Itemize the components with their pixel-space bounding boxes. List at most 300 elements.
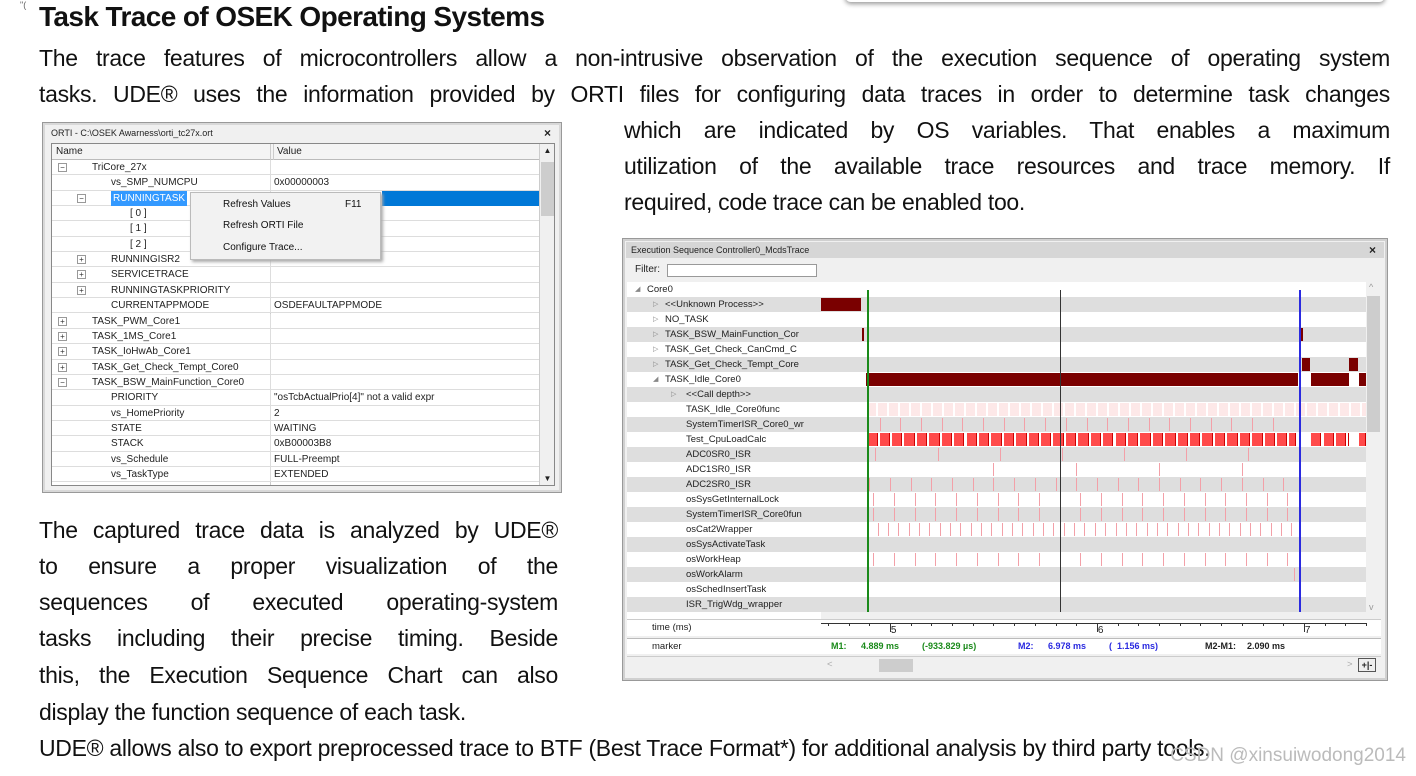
function-call-spike [950,523,951,536]
scrollbar-thumb[interactable] [879,659,913,672]
function-call-spike [1064,523,1065,536]
paragraph-line: required, code trace can be enabled too. [624,189,1026,215]
function-call-spike [1283,478,1284,491]
task-tree-row[interactable] [627,342,821,357]
function-call-spike [1159,478,1160,491]
row-name: PRIORITY [111,392,159,404]
function-call-spike [1126,523,1127,536]
function-call-spike [1095,523,1096,536]
task-tree-row[interactable] [627,417,821,432]
function-execution-bar [1190,433,1200,446]
trace-row [821,432,1366,447]
function-execution-bar [1165,433,1175,446]
function-execution-bar [979,433,989,446]
paragraph-line: sequences of executed operating-system [39,589,558,615]
function-call-spike [973,478,974,491]
marker-row [627,638,1381,654]
function-call-spike [935,493,936,506]
m2-marker-line[interactable] [1299,290,1301,612]
trace-timeline[interactable] [821,282,1366,612]
row-value: "osTcbActualPrio[4]" not a valid expr [270,390,539,405]
column-header-name[interactable]: Name [56,146,83,157]
time-tick [1138,623,1139,626]
function-call-spike [1105,523,1106,536]
cursor-line[interactable] [1060,290,1061,612]
function-call-spike [1039,493,1040,506]
function-call-spike [1225,553,1226,566]
function-call-spike [1252,418,1253,431]
orti-title: ORTI - C:\OSEK Awarness\orti_tc27x.ort [51,128,213,138]
menu-item-configure-trace[interactable]: Configure Trace... [223,242,303,253]
task-tree-row[interactable] [627,297,821,312]
function-call-spike [1116,523,1117,536]
expand-icon[interactable]: + [58,363,67,372]
function-call-spike [960,523,961,536]
function-call-spike [1267,553,1268,566]
function-call-spike [894,493,895,506]
function-call-spike [1142,508,1143,521]
function-call-spike [1281,523,1282,536]
row-value [270,267,539,282]
function-call-spike [1246,508,1247,521]
task-label: Core0 [647,284,673,295]
function-call-spike [1169,418,1170,431]
row-name: RUNNINGTASKPRIORITY [111,284,231,296]
function-call-spike [1039,508,1040,521]
function-call-spike [1124,448,1125,461]
task-label: osWorkHeap [686,554,741,565]
menu-item-refresh-orti-file[interactable]: Refresh ORTI File [223,220,304,231]
function-call-spike [911,478,912,491]
horizontal-scrollbar[interactable] [627,656,1381,673]
function-call-spike [873,508,874,521]
function-call-spike [991,523,992,536]
task-execution-bar [866,373,1299,386]
task-label: TASK_BSW_MainFunction_Cor [665,329,799,340]
tree-row[interactable] [52,406,539,421]
paragraph-line: utilization of the available trace resources and trace memory. If [624,153,1390,179]
function-execution-bar [892,433,902,446]
function-call-spike [1074,523,1075,536]
trace-row [821,387,1366,402]
tree-row[interactable] [52,390,539,405]
function-call-spike [1273,418,1274,431]
function-call-spike [977,508,978,521]
paragraph-line: tasks. UDE® uses the information provided by ORTI files for configuring data traces in order to determine task changes [39,81,1390,107]
function-call-spike [1250,523,1251,536]
trace-row [821,327,1366,342]
task-label: osCat2Wrapper [686,524,753,535]
trace-row [821,507,1366,522]
function-execution-bar [1215,433,1225,446]
function-call-spike [915,493,916,506]
collapsed-arrow-icon[interactable]: ▷ [653,361,659,368]
collapsed-arrow-icon[interactable]: ▷ [653,346,659,353]
expand-icon[interactable]: + [77,255,86,264]
function-call-spike [1219,523,1220,536]
trace-row [821,297,1366,312]
function-call-spike [998,508,999,521]
task-label: <<Call depth>> [686,389,751,400]
grid-header [52,144,539,160]
trace-row [821,282,1366,297]
expand-icon[interactable]: + [58,347,67,356]
expanded-arrow-icon[interactable]: ◢ [635,286,641,293]
expand-icon[interactable]: + [77,286,86,295]
function-call-spike [1018,508,1019,521]
function-call-spike [1045,418,1046,431]
row-name: vs_Schedule [111,453,169,465]
scrollbar-thumb[interactable] [1367,296,1380,432]
orti-title-bar [47,125,557,142]
function-call-spike [998,553,999,566]
row-value [270,375,539,390]
function-call-spike [1200,478,1201,491]
task-tree-row[interactable] [627,327,821,342]
task-tree-row[interactable] [627,492,821,507]
function-execution-bar [1252,433,1262,446]
row-value: FULL-Preempt [270,452,539,467]
task-execution-bar [1311,373,1349,386]
tree-row[interactable] [52,436,539,451]
trace-row [821,492,1366,507]
task-execution-bar [1359,373,1366,386]
function-call-spike [1004,418,1005,431]
task-tree-row[interactable] [627,447,821,462]
row-name: TASK_PWM_Core1 [92,315,181,327]
function-call-spike [1122,553,1123,566]
function-call-spike [983,418,984,431]
time-tick [1200,623,1201,626]
time-tick [1263,623,1264,626]
paragraph-line: The captured trace data is analyzed by UDE® [39,517,558,543]
time-tick [952,623,953,626]
function-execution-bar [1311,433,1321,446]
function-execution-bar [1128,433,1138,446]
time-axis-label: time (ms) [652,622,692,633]
task-tree-row[interactable] [627,582,821,597]
task-tree-row[interactable] [627,357,821,372]
task-tree-row[interactable] [627,507,821,522]
function-call-spike [1229,523,1230,536]
row-name: vs_HomePriority [111,407,185,419]
collapse-icon[interactable]: − [58,378,67,387]
scroll-right-arrow-icon[interactable]: > [1347,659,1353,670]
function-call-spike [1242,463,1243,476]
function-call-spike [956,493,957,506]
row-value [270,344,539,359]
function-call-spike [1188,523,1189,536]
close-icon[interactable]: × [1368,243,1376,257]
tree-row[interactable] [52,452,539,467]
time-tick [973,623,974,626]
function-call-spike [1066,418,1067,431]
task-label: Test_CpuLoadCalc [686,434,767,445]
function-call-spike [1163,493,1164,506]
m2-value: 6.978 ms [1048,641,1087,651]
previous-figure-edge [845,0,1385,2]
function-call-spike [919,523,920,536]
row-value [270,360,539,375]
zoom-in-out-button[interactable]: +|- [1358,658,1376,672]
task-tree-row[interactable] [627,312,821,327]
task-tree-row[interactable] [627,522,821,537]
function-call-spike [1180,478,1181,491]
collapsed-arrow-icon[interactable]: ▷ [653,301,659,308]
filter-label: Filter: [635,264,660,275]
function-call-spike [1242,478,1243,491]
task-tree-row[interactable] [627,597,821,612]
function-call-spike [1240,523,1241,536]
expand-icon[interactable]: + [77,270,86,279]
time-tick [1221,623,1222,626]
function-call-spike [1149,418,1150,431]
task-label: TASK_Get_Check_CanCmd_C [665,344,797,355]
tree-row[interactable] [52,329,539,344]
task-label: SystemTimerISR_Core0fun [686,509,802,520]
function-call-spike [981,523,982,536]
exec-title: Execution Sequence Controller0_McdsTrace [631,245,810,255]
function-call-spike [1184,493,1185,506]
row-name: TASK_Get_Check_Tempt_Core0 [92,361,239,373]
collapsed-arrow-icon[interactable]: ▷ [653,316,659,323]
function-execution-bar [1324,433,1334,446]
function-execution-bar [1359,433,1366,446]
function-call-spike [1122,493,1123,506]
scroll-down-arrow-icon[interactable]: v [1369,602,1374,612]
function-execution-bar [1016,433,1026,446]
trace-row [821,402,1366,417]
tree-row[interactable] [52,314,539,329]
function-call-spike [1080,493,1081,506]
row-name: CURRENTAPPMODE [111,300,210,312]
time-tick-label: 7 [1304,625,1311,636]
time-tick [993,623,994,626]
scroll-up-arrow-icon[interactable]: ▲ [543,146,552,155]
function-call-spike [1178,523,1179,536]
diff-value: 2.090 ms [1247,641,1286,651]
function-call-spike [909,523,910,536]
function-call-spike [940,523,941,536]
function-call-spike [1002,523,1003,536]
function-call-spike [956,508,957,521]
function-call-spike [1159,463,1160,476]
task-tree-row[interactable] [627,477,821,492]
time-tick [1283,623,1284,626]
vertical-scrollbar[interactable] [1366,282,1381,612]
m1-value: 4.889 ms [861,641,900,651]
function-call-spike [1163,553,1164,566]
function-call-spike [931,478,932,491]
tree-row[interactable] [52,344,539,359]
row-name: TASK_IoHwAb_Core1 [92,346,191,358]
function-call-spike [935,508,936,521]
task-tree-row[interactable] [627,372,821,387]
function-execution-bar [1004,433,1014,446]
scrollbar-thumb[interactable] [541,162,554,216]
task-tree-row[interactable] [627,387,821,402]
function-call-spike [971,523,972,536]
tree-row[interactable] [52,360,539,375]
paragraph-line: this, the Execution Sequence Chart can also [39,662,558,688]
function-call-spike [878,523,879,536]
m1-delta: (-933.829 µs) [922,641,977,651]
row-name: vs_TaskType [111,469,169,480]
task-tree-row[interactable] [627,537,821,552]
function-call-spike [915,553,916,566]
row-value [270,314,539,329]
task-execution-bar [862,328,864,341]
paragraph-line: UDE® allows also to export preprocessed trace to BTF (Best Trace Format*) for additional analysis by third party tools. [39,735,1211,761]
execution-sequence-window [622,238,1388,681]
task-label: <<Unknown Process>> [665,299,764,310]
row-value: OSDEFAULTAPPMODE [270,298,539,313]
function-execution-bar [991,433,1001,446]
tree-row[interactable] [52,160,539,175]
function-call-spike [956,553,957,566]
task-label: NO_TASK [665,314,709,325]
page-title: Task Trace of OSEK Operating Systems [39,1,545,32]
function-call-spike [1033,523,1034,536]
expand-icon[interactable]: + [58,332,67,341]
time-tick-label: 6 [1097,625,1104,636]
function-call-spike [873,493,874,506]
column-header-value[interactable]: Value [273,144,302,160]
trace-row [821,477,1366,492]
row-value [270,160,539,175]
function-call-spike [1024,418,1025,431]
task-label: ADC0SR0_ISR [686,449,751,460]
row-value: 0xB00003B8 [270,436,539,451]
function-call-spike [1142,493,1143,506]
function-call-spike [873,553,874,566]
function-call-spike [1205,508,1206,521]
function-call-spike [1128,418,1129,431]
function-call-spike [1246,493,1247,506]
trace-row [821,342,1366,357]
trace-row [821,522,1366,537]
function-call-spike [1076,463,1077,476]
function-execution-bar [1066,433,1076,446]
function-call-spike [962,418,963,431]
function-call-spike [1167,523,1168,536]
function-execution-bar [1140,433,1150,446]
tree-row[interactable] [52,283,539,298]
trace-row [821,312,1366,327]
function-call-spike [1043,523,1044,536]
filter-input[interactable] [667,264,817,277]
row-name: TriCore_27x [92,162,147,173]
trace-row [821,582,1366,597]
task-label: ADC1SR0_ISR [686,464,751,475]
trace-row [821,597,1366,612]
collapse-icon[interactable]: − [58,163,67,172]
tree-row[interactable] [52,298,539,313]
time-tick [1014,623,1015,626]
function-call-spike [1014,478,1015,491]
function-call-spike [1022,523,1023,536]
menu-item-refresh-values[interactable]: Refresh Values [223,199,291,210]
expanded-arrow-icon[interactable]: ◢ [653,376,659,383]
task-tree-row[interactable] [627,432,821,447]
function-call-spike [1190,418,1191,431]
time-tick [849,623,850,626]
row-value: 0x00000003 [270,175,539,190]
time-tick [1345,623,1346,626]
row-name: [ 1 ] [130,223,147,235]
row-value [270,329,539,344]
function-call-spike [1056,478,1057,491]
task-tree-row[interactable] [627,282,821,297]
collapsed-arrow-icon[interactable]: ▷ [671,391,677,398]
function-execution-bar [1348,433,1349,446]
function-call-spike [915,508,916,521]
function-call-spike [1097,478,1098,491]
function-call-spike [1076,478,1077,491]
row-name: [ 0 ] [130,208,147,220]
vertical-scrollbar[interactable] [539,144,555,485]
expand-icon[interactable]: + [58,317,67,326]
task-label: ISR_TrigWdg_wrapper [686,599,783,610]
function-call-spike [1287,493,1288,506]
function-call-spike [1142,553,1143,566]
task-tree-row[interactable] [627,402,821,417]
function-call-spike [898,523,899,536]
function-call-spike [977,553,978,566]
row-name: RUNNINGISR2 [111,254,180,266]
function-call-spike [1184,508,1185,521]
tree-row[interactable] [52,175,539,190]
task-tree-row[interactable] [627,552,821,567]
task-label: TASK_Idle_Core0 [665,374,741,385]
time-axis-line [821,623,1366,624]
function-execution-bar [1041,433,1051,446]
trace-row [821,372,1366,387]
function-call-spike [1101,553,1102,566]
function-call-spike [998,493,999,506]
tree-row[interactable] [52,267,539,282]
function-execution-bar [1277,433,1287,446]
function-call-spike [1157,523,1158,536]
collapsed-arrow-icon[interactable]: ▷ [653,331,659,338]
trace-row [821,552,1366,567]
row-value [270,283,539,298]
function-call-spike [880,418,881,431]
function-call-spike [1260,523,1261,536]
tree-row[interactable] [52,421,539,436]
scroll-up-arrow-icon[interactable]: ^ [1369,282,1374,292]
paragraph-line: to ensure a proper visualization of the [39,553,558,579]
function-call-spike [1294,568,1295,581]
task-tree-row[interactable] [627,567,821,582]
row-value: 2 [270,406,539,421]
paragraph-line: which are indicated by OS variables. That enables a maximum [624,117,1390,143]
tree-row[interactable] [52,375,539,390]
watermark: CSDN @xinsuiwodong2014 [1170,745,1406,766]
scroll-down-arrow-icon[interactable]: ▼ [543,474,552,483]
scroll-left-arrow-icon[interactable]: < [827,659,833,670]
function-execution-bar [1091,433,1101,446]
close-icon[interactable]: × [543,126,551,140]
tree-row[interactable] [52,467,539,482]
function-execution-bar [942,433,952,446]
trace-row [821,447,1366,462]
row-name: TASK_1MS_Core1 [92,330,177,342]
collapse-icon[interactable]: − [77,194,86,203]
m1-label: M1: [831,641,847,651]
m1-marker-line[interactable] [867,290,869,612]
task-tree-row[interactable] [627,462,821,477]
